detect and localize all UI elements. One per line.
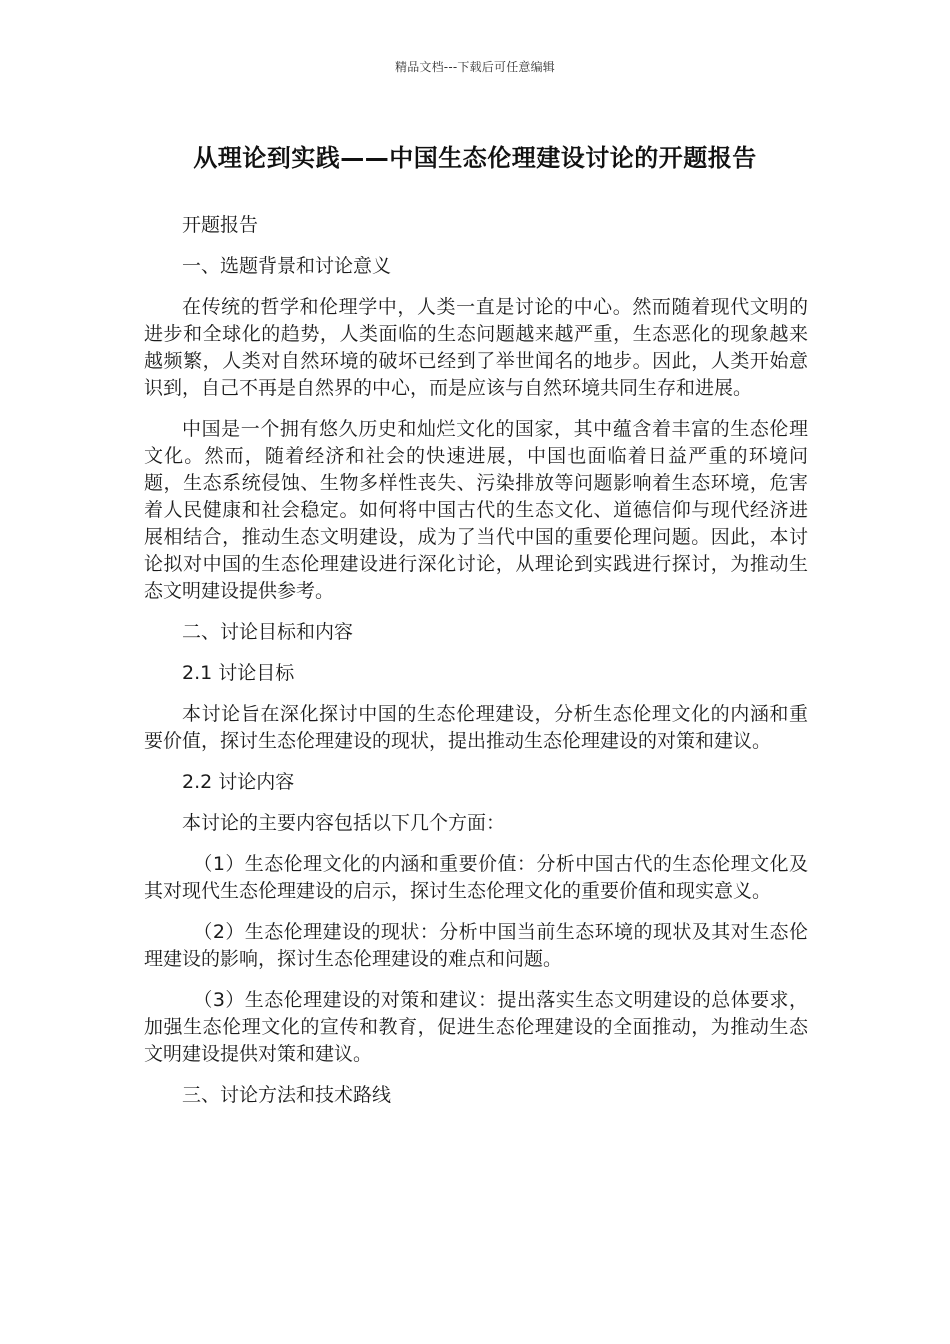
subsection-heading-2-1: 2.1 讨论目标 bbox=[182, 662, 295, 684]
section-heading-1: 一、选题背景和讨论意义 bbox=[182, 255, 392, 277]
list-item-1: （1）生态伦理文化的内涵和重要价值：分析中国古代的生态伦理文化及其对现代生态伦理建设的启示，探讨生态伦理文化的重要价值和现实意义。 bbox=[144, 853, 808, 902]
report-label: 开题报告 bbox=[182, 214, 259, 236]
document-body bbox=[144, 212, 808, 1123]
paragraph-background: 在传统的哲学和伦理学中，人类一直是讨论的中心。然而随着现代文明的进步和全球化的趋势，人类面临的生态问题越来越严重，生态恶化的现象越来越频繁，人类对自然环境的破坏已经到了举世闻名的地步。因此，人类开始意识到，自己不再是自然界的中心，而是应该与自然环境共同生存和进展。 bbox=[144, 296, 808, 399]
paragraph-research-content-intro: 本讨论的主要内容包括以下几个方面： bbox=[182, 812, 506, 834]
list-item-3: （3）生态伦理建设的对策和建议：提出落实生态文明建设的总体要求，加强生态伦理文化的宣传和教育，促进生态伦理建设的全面推动，为推动生态文明建设提供对策和建议。 bbox=[144, 989, 808, 1065]
paragraph-research-goal: 本讨论旨在深化探讨中国的生态伦理建设，分析生态伦理文化的内涵和重要价值，探讨生态伦理建设的现状，提出推动生态伦理建设的对策和建议。 bbox=[144, 703, 808, 752]
paragraph-china-ecology: 中国是一个拥有悠久历史和灿烂文化的国家，其中蕴含着丰富的生态伦理文化。然而，随着经济和社会的快速进展，中国也面临着日益严重的环境问题，生态系统侵蚀、生物多样性丧失、污染排放等问题影响着生态环境，危害着人民健康和社会稳定。如何将中国古代的生态文化、道德信仰与现代经济进展相结合，推动生态文明建设，成为了当代中国的重要伦理问题。因此，本讨论拟对中国的生态伦理建设进行深化讨论，从理论到实践进行探讨，为推动生态文明建设提供参考。 bbox=[144, 418, 808, 602]
list-item-2: （2）生态伦理建设的现状：分析中国当前生态环境的现状及其对生态伦理建设的影响，探讨生态伦理建设的难点和问题。 bbox=[144, 921, 808, 970]
subsection-heading-2-2: 2.2 讨论内容 bbox=[182, 771, 295, 793]
section-heading-2: 二、讨论目标和内容 bbox=[182, 621, 354, 643]
header-note: 精品文档---下载后可任意编辑 bbox=[395, 60, 555, 74]
section-heading-3: 三、讨论方法和技术路线 bbox=[182, 1084, 392, 1106]
document-title: 从理论到实践——中国生态伦理建设讨论的开题报告 bbox=[193, 144, 757, 172]
